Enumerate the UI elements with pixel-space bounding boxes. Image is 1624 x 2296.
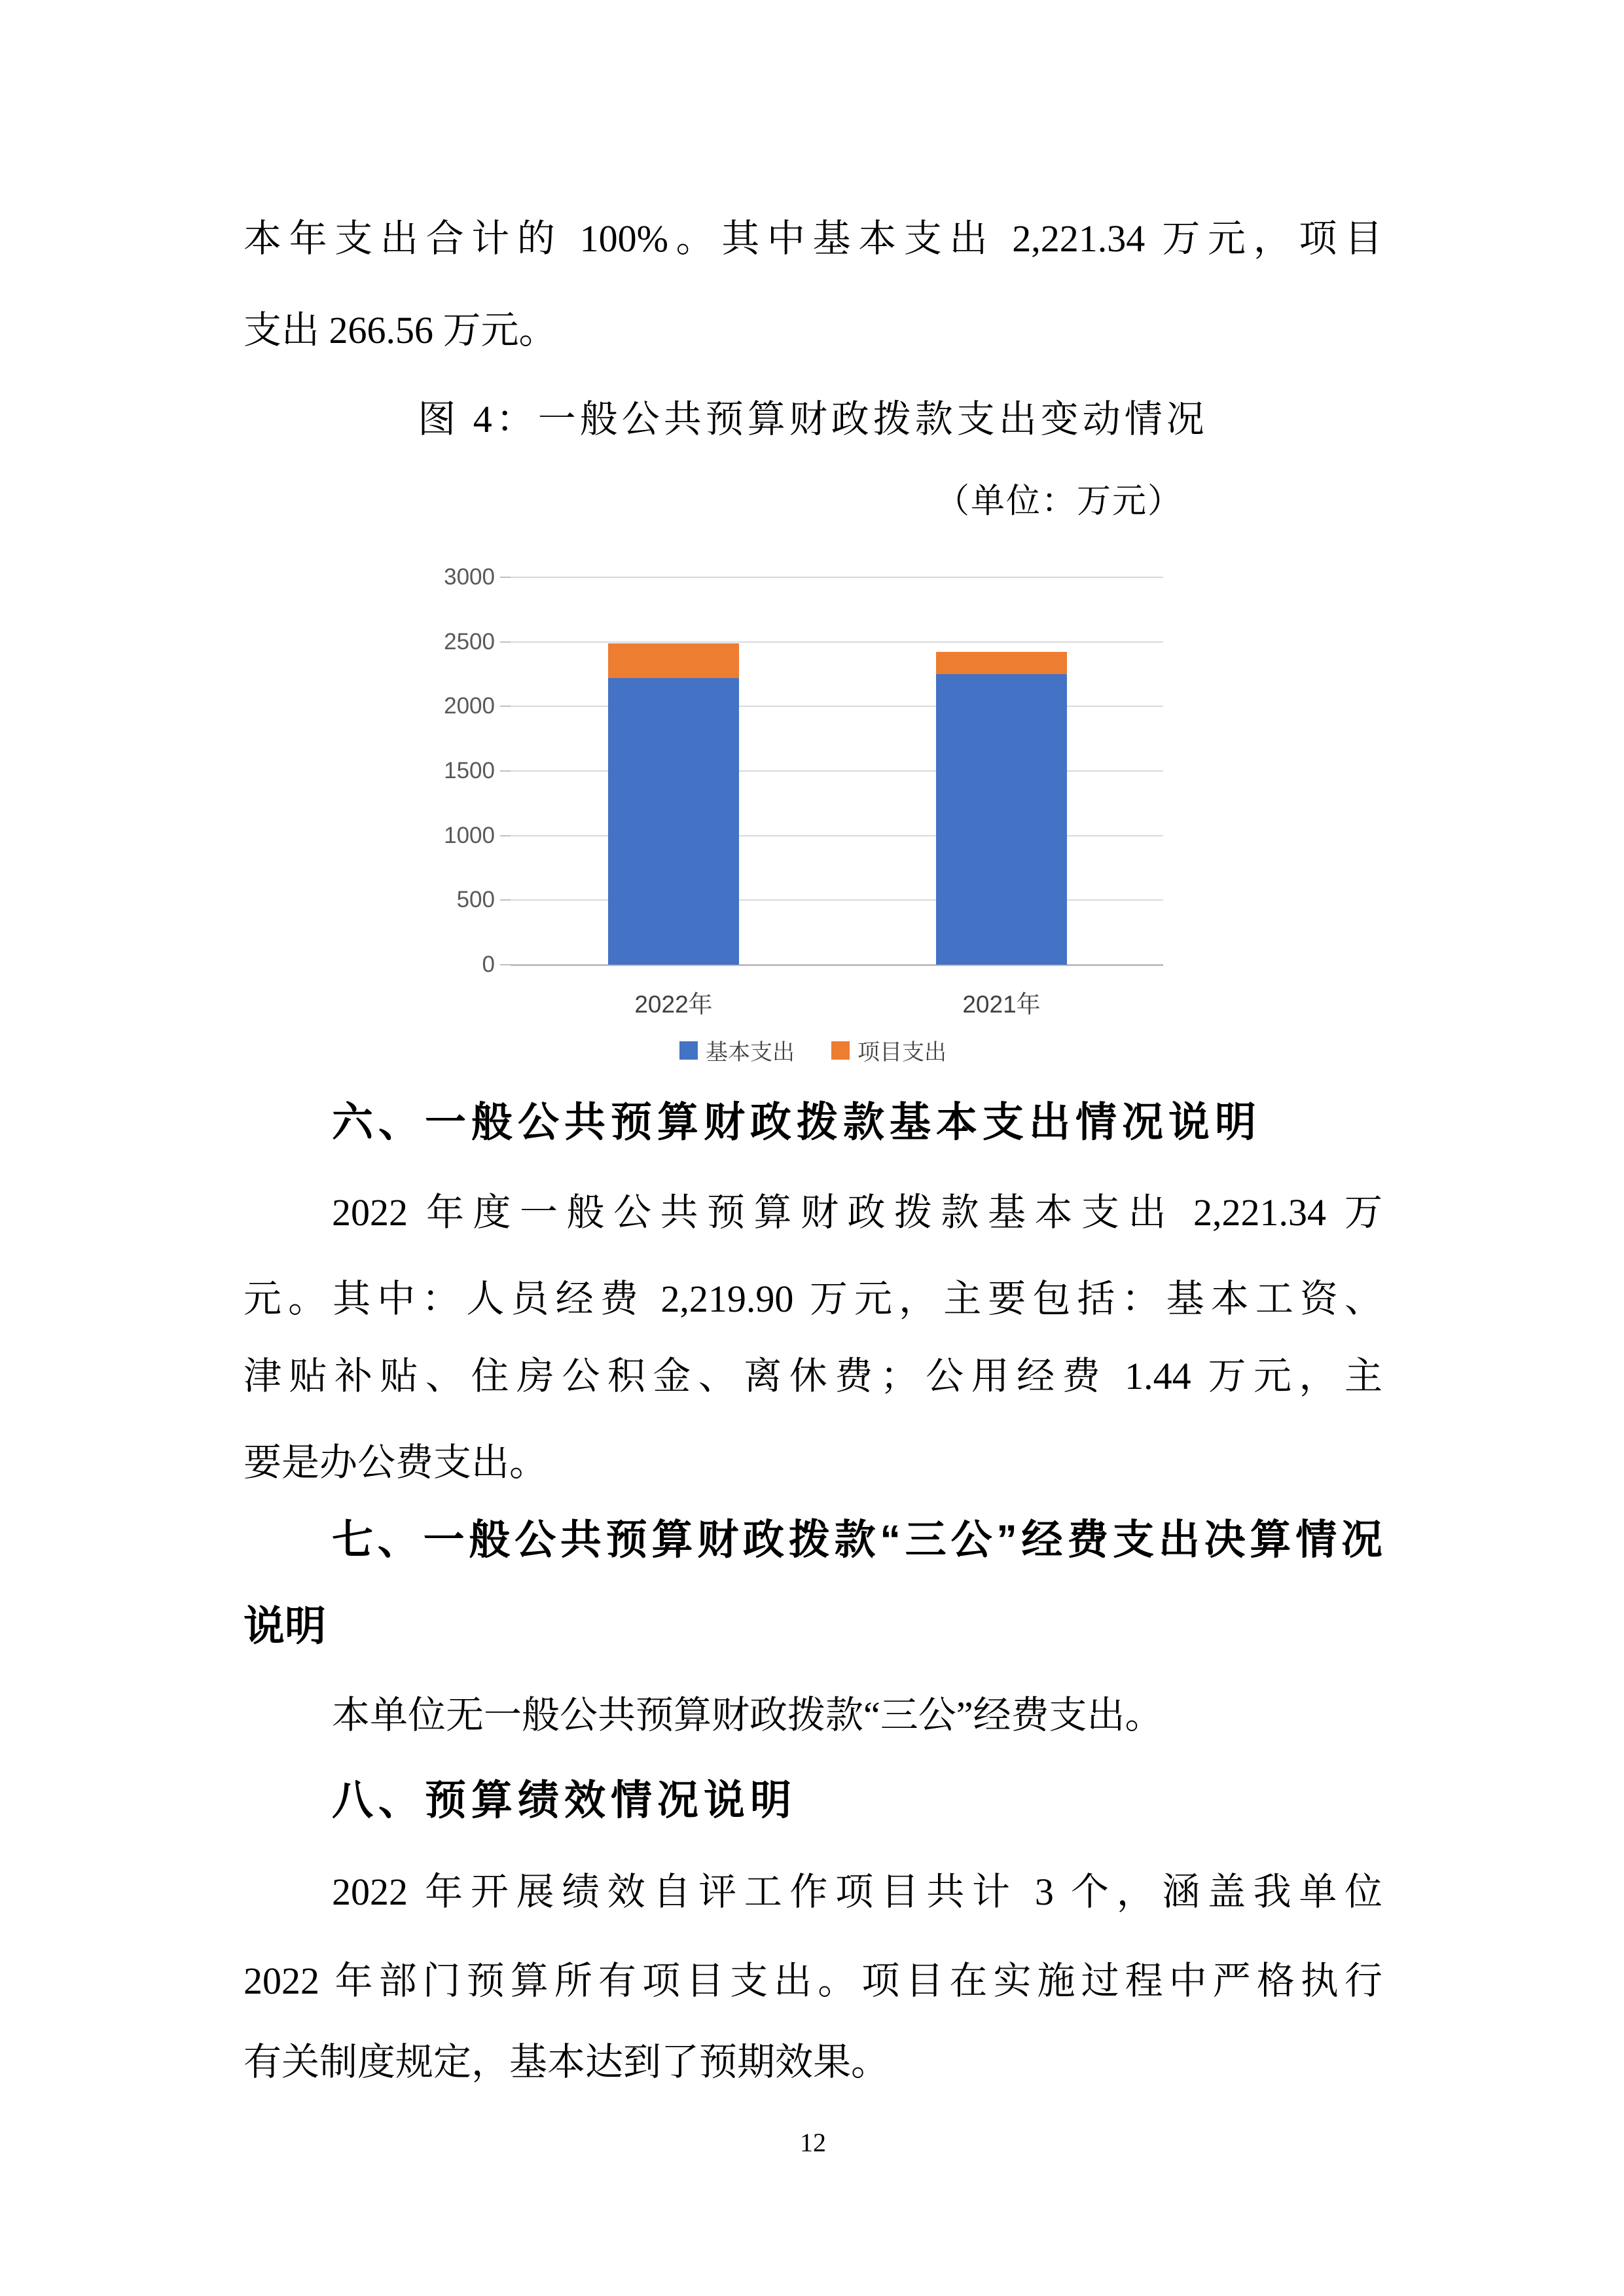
bar-segment-2021年-项目支出 [936,652,1067,674]
section7-heading-line-2: 说明 [244,1604,326,1649]
intro-line-1: 本年支出合计的 100%。其中基本支出 2,221.34 万元，项目 [244,217,1382,260]
section8-line-1: 2022 年开展绩效自评工作项目共计 3 个，涵盖我单位 [332,1871,1382,1913]
bar-segment-2021年-基本支出 [936,674,1067,965]
bar-segment-2022年-项目支出 [608,643,739,678]
x-axis-label-2021年: 2021年 [962,991,1041,1018]
y-axis-label-2000: 2000 [444,693,495,719]
gridline-2500 [511,641,1163,643]
section6-line-1: 2022 年度一般公共预算财政拨款基本支出 2,221.34 万 [332,1191,1382,1234]
y-axis-label-2500: 2500 [444,628,495,655]
legend-label-基本支出: 基本支出 [706,1040,795,1065]
intro-line-2: 支出 266.56 万元。 [244,309,557,351]
section7-heading-line-1: 七、一般公共预算财政拨款“三公”经费支出决算情况 [332,1517,1382,1563]
y-tick-3000 [500,577,511,578]
y-tick-2000 [500,706,511,707]
legend-swatch-基本支出 [679,1041,698,1060]
y-axis-label-1500: 1500 [444,758,495,783]
legend-label-项目支出: 项目支出 [857,1040,947,1065]
y-tick-2500 [500,641,511,643]
section8-heading: 八、预算绩效情况说明 [332,1778,797,1823]
y-axis-label-1000: 1000 [444,822,495,848]
chart-legend [244,1034,1382,1066]
figure-unit-note: （单位：万元） [935,483,1183,520]
y-tick-1500 [500,770,511,772]
legend-swatch-项目支出 [831,1041,850,1060]
section6-line-2: 元。其中：人员经费 2,219.90 万元，主要包括：基本工资、 [244,1278,1382,1320]
figure-caption: 图 4：一般公共预算财政拨款支出变动情况 [418,398,1208,440]
section8-line-2: 2022 年部门预算所有项目支出。项目在实施过程中严格执行 [244,1960,1382,2002]
y-axis-label-3000: 3000 [444,564,495,590]
y-tick-0 [500,964,511,965]
y-tick-1000 [500,835,511,836]
section7-body: 本单位无一般公共预算财政拨款“三公”经费支出。 [332,1694,1163,1736]
page-number: 12 [800,2128,826,2157]
expenditure-change-chart [244,562,1382,1093]
section8-line-3: 有关制度规定，基本达到了预期效果。 [244,2041,890,2083]
y-axis-label-0: 0 [482,952,495,977]
section6-line-4: 要是办公费支出。 [244,1441,548,1484]
section6-line-3: 津贴补贴、住房公积金、离休费；公用经费 1.44 万元，主 [244,1355,1382,1397]
legend-item-基本支出 [679,1034,795,1066]
section6-heading: 六、一般公共预算财政拨款基本支出情况说明 [332,1100,1261,1145]
y-axis-label-500: 500 [456,887,495,913]
chart-y-axis [244,564,495,977]
legend-item-项目支出 [831,1034,947,1066]
bar-segment-2022年-基本支出 [608,678,739,965]
gridline-3000 [511,577,1163,578]
x-axis-label-2022年: 2022年 [634,991,713,1018]
chart-plot-area [511,577,1163,1018]
y-tick-500 [500,899,511,901]
